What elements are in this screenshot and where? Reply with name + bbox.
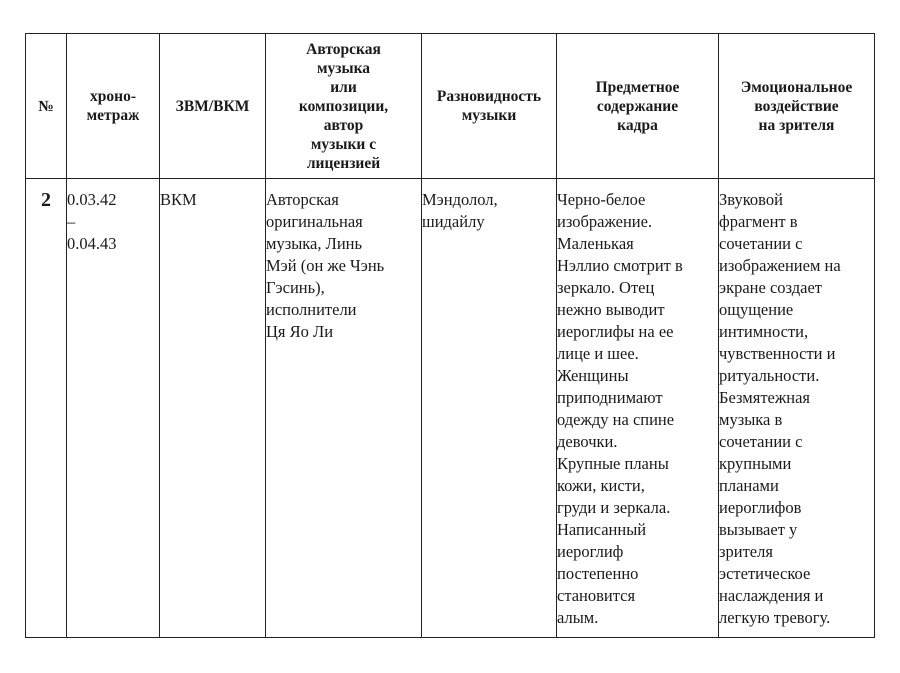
header-music-kind: Разновидность музыки: [422, 34, 557, 179]
header-author-music: Авторская музыка или композиции, автор музыки с лицензией: [266, 34, 422, 179]
header-number: №: [26, 34, 67, 179]
cell-timing: 0.03.42 – 0.04.43: [67, 179, 160, 638]
cell-number: 2: [26, 179, 67, 638]
header-frame-content: Предметное содержание кадра: [557, 34, 719, 179]
header-emotional-effect: Эмоциональное воздействие на зрителя: [719, 34, 875, 179]
cell-frame-content: Черно-белое изображение. Маленькая Нэллио смотрит в зеркало. Отец нежно выводит иероглифы на ее лице и шее. Женщины приподнимают одежду на спине девочки. Крупные планы кожи, кисти, груди и зеркала. Написанный иероглиф постепенно становится алым.: [557, 179, 719, 638]
cell-music-kind: Мэндолол, шидайлу: [422, 179, 557, 638]
music-analysis-table: [25, 33, 875, 638]
header-timing: хроно- метраж: [67, 34, 160, 179]
cell-music-type: ВКМ: [160, 179, 266, 638]
table-row: [26, 179, 875, 638]
table-header-row: [26, 34, 875, 179]
cell-author-music: Авторская оригинальная музыка, Линь Мэй (он же Чэнь Гэсинь), исполнители Ця Яо Ли: [266, 179, 422, 638]
header-music-type: ЗВМ/ВКМ: [160, 34, 266, 179]
cell-emotional-effect: Звуковой фрагмент в сочетании с изображением на экране создает ощущение интимности, чувственности и ритуальности. Безмятежная музыка в сочетании с крупными планами иероглифов вызывает у зрителя эстетическое наслаждения и легкую тревогу.: [719, 179, 875, 638]
